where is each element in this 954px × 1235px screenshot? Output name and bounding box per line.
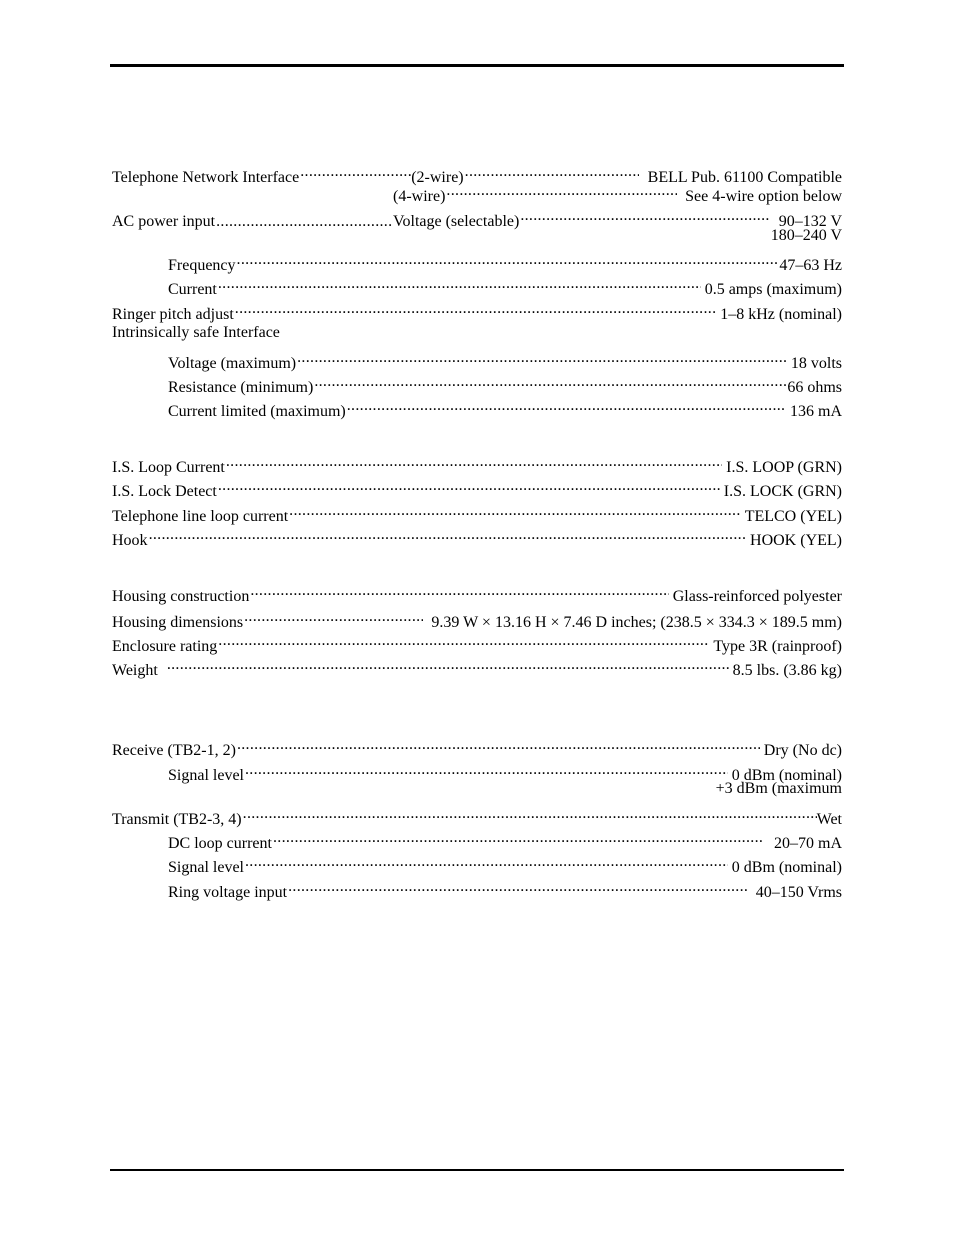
spec-label: Telephone line loop current <box>112 508 289 525</box>
dot-leader <box>217 274 701 294</box>
spec-row-rx-signal <box>168 760 842 784</box>
dot-leader <box>225 452 722 472</box>
spec-value: HOOK (YEL) <box>750 532 842 549</box>
spec-label: Hook <box>112 532 148 549</box>
spec-row-mechanical <box>112 631 842 655</box>
spec-value: Dry (No dc) <box>763 742 842 759</box>
spec-option-2wire: (2-wire) <box>411 169 464 186</box>
spec-value: I.S. LOCK (GRN) <box>723 483 842 500</box>
spec-label: Weight <box>112 662 158 679</box>
spec-row-is-resistance <box>168 372 842 396</box>
ac-power-label-wrap <box>112 212 393 232</box>
header-rule <box>110 64 844 67</box>
spec-value: 0.5 amps (maximum) <box>704 281 842 298</box>
spec-label: Ring voltage input <box>168 884 288 901</box>
spec-heading: Intrinsically safe Interface <box>112 324 280 341</box>
spec-label: Ringer pitch adjust <box>112 306 234 323</box>
spec-row-tx-signal <box>168 852 842 876</box>
spec-value: Wet <box>816 811 842 828</box>
spec-label: Signal level <box>168 859 244 876</box>
spec-row-dc-loop <box>168 828 842 852</box>
spec-label: Housing construction <box>112 588 250 605</box>
spec-value: 1–8 kHz (nominal) <box>720 306 842 323</box>
dot-leader <box>217 631 709 651</box>
spec-value: 40–150 Vrms <box>755 884 842 901</box>
dot-leader <box>249 581 668 601</box>
spec-value: 0 dBm (nominal) <box>731 859 842 876</box>
spec-row-is-current <box>168 396 842 420</box>
spec-heading-intrinsically-safe <box>112 323 842 343</box>
spec-row-is-voltage <box>168 348 842 372</box>
spec-row-transmit <box>112 804 842 828</box>
spec-value: 47–63 Hz <box>779 257 842 274</box>
spec-label: Enclosure rating <box>112 638 218 655</box>
spec-row-indicator <box>112 476 842 500</box>
spec-value-rx-signal-max: +3 dBm (maximum <box>715 780 842 797</box>
spec-value: BELL Pub. 61100 Compatible <box>647 169 842 186</box>
spec-label: Telephone Network Interface <box>112 169 300 186</box>
spec-value: 66 ohms <box>787 379 842 396</box>
spec-label: Receive (TB2-1, 2) <box>112 742 236 759</box>
spec-row-indicator <box>112 501 842 525</box>
dot-leader <box>234 299 716 319</box>
dot-leader <box>217 476 720 496</box>
spec-row-receive <box>112 735 842 759</box>
spec-value: 8.5 lbs. (3.86 kg) <box>732 662 842 679</box>
dot-leader <box>445 181 677 201</box>
spec-value-voltage2: 180–240 V <box>770 227 842 244</box>
dot-leader <box>242 804 817 824</box>
spec-label: I.S. Loop Current <box>112 459 225 476</box>
spec-label: AC power input <box>112 213 216 230</box>
spec-value: I.S. LOOP (GRN) <box>726 459 842 476</box>
dot-leader <box>243 607 423 627</box>
dot-leader <box>166 655 729 675</box>
spec-label: Resistance (minimum) <box>168 379 314 396</box>
spec-row-telephone-network-interface <box>112 162 842 186</box>
spec-label: Voltage (maximum) <box>168 355 297 372</box>
spec-row-indicator <box>112 452 842 476</box>
spec-value: Type 3R (rainproof) <box>713 638 842 655</box>
spec-label: Current limited (maximum) <box>168 403 346 420</box>
dot-leader <box>296 348 787 368</box>
dot-leader <box>287 877 748 897</box>
dot-leader <box>244 852 728 872</box>
spec-row-frequency <box>168 250 842 274</box>
spec-value: Glass-reinforced polyester <box>672 588 842 605</box>
spec-row-ring-voltage <box>168 877 842 901</box>
dot-leader <box>464 162 639 182</box>
dot-leader <box>215 212 393 232</box>
spec-label: I.S. Lock Detect <box>112 483 217 500</box>
spec-row-mechanical <box>112 581 842 605</box>
dot-leader <box>148 525 746 545</box>
dot-leader <box>236 735 760 755</box>
dot-leader <box>288 501 741 521</box>
spec-value: 0 dBm (nominal) <box>731 767 842 784</box>
spec-option-4wire: (4-wire) <box>393 188 446 205</box>
dot-leader <box>236 250 780 270</box>
footer-rule <box>110 1169 844 1171</box>
spec-value: 18 volts <box>790 355 842 372</box>
spec-row-4wire <box>393 181 842 205</box>
spec-label: Signal level <box>168 767 244 784</box>
spec-label: Housing dimensions <box>112 614 244 631</box>
spec-value: 20–70 mA <box>774 835 842 852</box>
dot-leader <box>346 396 786 416</box>
spec-value: 136 mA <box>790 403 842 420</box>
dot-leader <box>313 372 787 392</box>
spec-label: Transmit (TB2-3, 4) <box>112 811 242 828</box>
dot-leader <box>519 206 768 226</box>
spec-row-indicator <box>112 525 842 549</box>
spec-row-mechanical <box>112 607 842 631</box>
spec-label: DC loop current <box>168 835 272 852</box>
spec-value: See 4-wire option below <box>685 188 842 205</box>
spec-row-ringer <box>112 299 842 323</box>
dot-leader <box>244 760 728 780</box>
spec-row-mechanical <box>112 655 842 679</box>
spec-label: Current <box>168 281 217 298</box>
dot-leader <box>272 828 764 848</box>
spec-sub-label: Voltage (selectable) <box>393 213 520 230</box>
spec-row-current <box>168 274 842 298</box>
spec-label: Frequency <box>168 257 236 274</box>
spec-value: 90–132 V <box>778 213 842 230</box>
spec-value: TELCO (YEL) <box>744 508 842 525</box>
spec-value: 9.39 W × 13.16 H × 7.46 D inches; (238.5 × 334.3 × 189.5 mm) <box>431 614 842 631</box>
dot-leader <box>299 162 411 182</box>
spec-row-ac-power <box>112 206 842 230</box>
